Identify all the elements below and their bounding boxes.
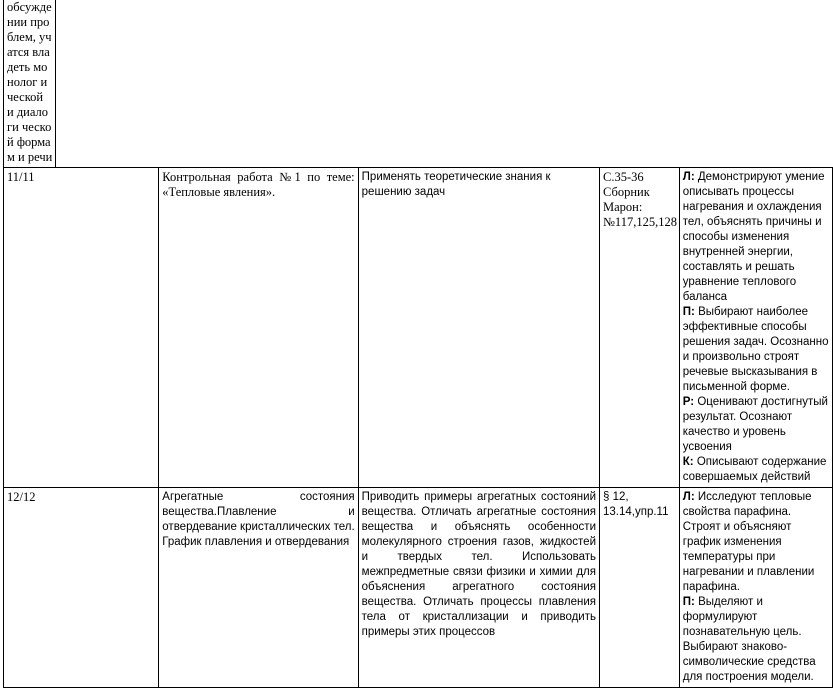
top-cell-col0: обсужде нии проблем, учатся владеть монолог ической и диалоги ческой формам и речи	[4, 0, 56, 168]
uud-cell	[679, 488, 832, 688]
uud-l-text: Исследуют тепловые свойства парафина. Строят и объясняют график изменения температуры при нагревании и плавлении парафина.	[682, 491, 815, 593]
top-empty-area	[56, 0, 833, 168]
lesson-plan-table	[3, 0, 833, 688]
topic-cell: Агрегатные состояния вещества.Плавление и отвердевание кристаллических тел. График плавления и отвердевания	[159, 488, 358, 688]
uud-l-label: Л:	[682, 171, 695, 183]
homework-cell: С.35-36 Сборник Марон: №117,125,128	[600, 168, 680, 488]
table-row	[4, 0, 833, 168]
topic-cell: Контрольная работа №1 по теме: «Тепловые явления».	[159, 168, 358, 488]
activity-cell: Приводить примеры агрегатных состояний вещества. Отличать агрегатные состояния вещества и объяснять особенности молекулярного строения газов, жидкостей и твердых тел. Использовать межпредметные связи физики и химии для объяснения агрегатного состояния вещества. Отличать процессы плавления тела от кристаллизации и приводить примеры этих процессов	[358, 488, 599, 688]
row-number-cell: 12/12	[4, 488, 159, 688]
uud-p-text: Выбирают наиболее эффективные способы решения задач. Осознанно и произвольно строят речевые высказывания в письменной форме.	[682, 306, 829, 393]
uud-cell	[679, 168, 832, 488]
uud-p-text: Выделяют и формулируют познавательную цель. Выбирают знаково-символические средства для построения модели.	[682, 596, 816, 683]
table-row	[4, 488, 833, 688]
activity-cell: Применять теоретические знания к решению задач	[358, 168, 599, 488]
uud-k-label: К:	[682, 456, 694, 468]
uud-r-label: Р:	[682, 396, 695, 408]
uud-l-text: Демонстрируют умение описывать процессы нагревания и охлаждения тел, объяснять причины и способы изменения внутренней энергии, составлять и решать уравнение теплового баланса	[682, 171, 825, 303]
row-number-cell: 11/11	[4, 168, 159, 488]
uud-p-label: П:	[682, 596, 695, 608]
homework-cell: § 12, 13.14,упр.11	[600, 488, 680, 688]
uud-p-label: П:	[682, 306, 695, 318]
uud-r-text: Оценивают достигнутый результат. Осознают качество и уровень усвоения	[682, 396, 828, 453]
uud-l-label: Л:	[682, 491, 695, 503]
uud-k-text: Описывают содержание совершаемых действий	[682, 456, 827, 483]
table-row	[4, 168, 833, 488]
